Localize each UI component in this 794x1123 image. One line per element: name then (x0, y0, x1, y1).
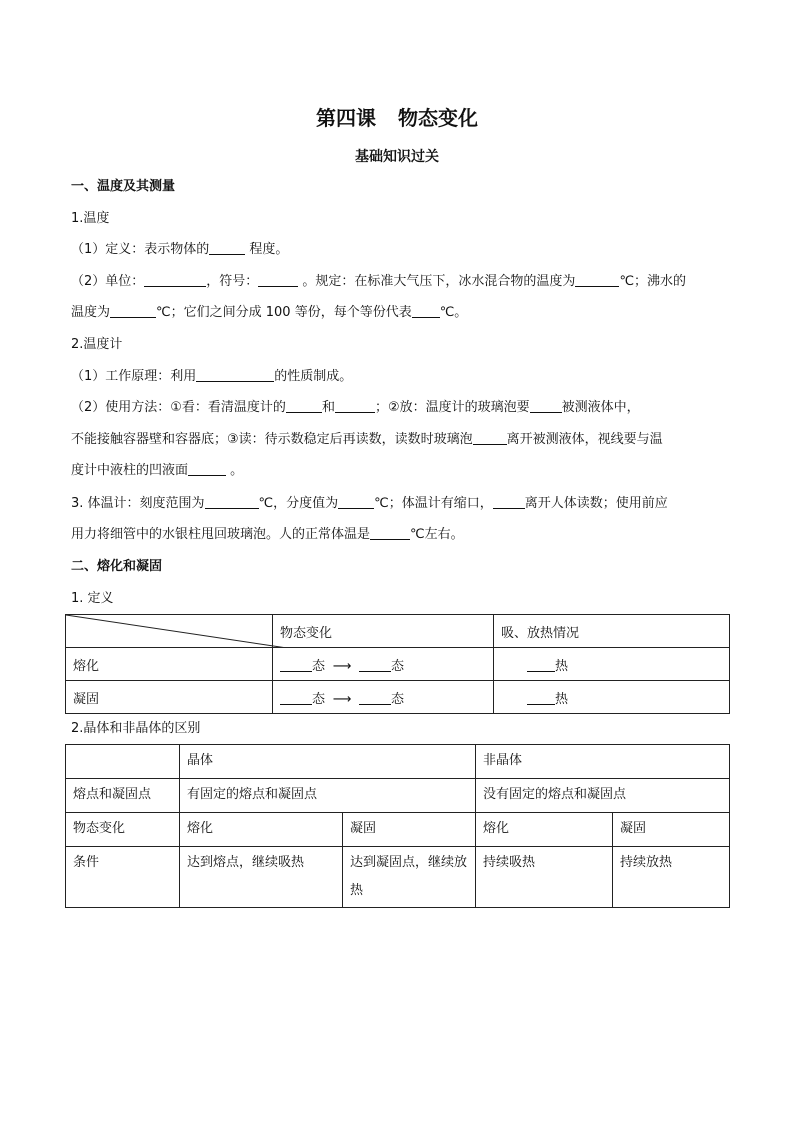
blank[interactable] (527, 691, 555, 705)
solidifying-state-cell: 态 ⟶ 态 (273, 681, 494, 714)
header-heat: 吸、放热情况 (494, 615, 730, 648)
diagonal-line (66, 615, 287, 648)
crystal-melting-point: 有固定的熔点和凝固点 (180, 779, 476, 813)
blank[interactable] (188, 462, 226, 476)
blank[interactable] (280, 691, 312, 705)
blank[interactable] (370, 526, 410, 540)
melting-heat-cell: 热 (494, 648, 730, 681)
blank[interactable] (575, 273, 619, 287)
page-subtitle: 基础知识过关 (355, 149, 439, 165)
usage-line-2: 不能接触容器壁和容器底；③读：待示数稳定后再读数，读数时玻璃泡 离开被测液体，视线要与温 (71, 432, 663, 447)
blank[interactable] (338, 495, 374, 509)
blank[interactable] (493, 495, 525, 509)
row-label-solidifying: 凝固 (66, 681, 273, 714)
melting-state-cell: 态 ⟶ 态 (273, 648, 494, 681)
crystal-comparison-table (65, 744, 730, 908)
difference-title: 2.晶体和非晶体的区别 (71, 721, 201, 736)
blank[interactable] (209, 241, 245, 255)
header-state-change: 物态变化 (273, 615, 494, 648)
blank[interactable] (110, 304, 156, 318)
blank[interactable] (286, 399, 322, 413)
blank[interactable] (196, 368, 274, 382)
page-title: 第四课 物态变化 (316, 106, 478, 130)
crystal-melt-header: 熔化 (180, 813, 343, 847)
crystal-melt-condition: 达到熔点，继续吸热 (180, 847, 343, 908)
noncrystal-solid-condition: 持续放热 (613, 847, 730, 908)
usage-line-3: 度计中液柱的凹液面 。 (71, 463, 244, 478)
blank[interactable] (412, 304, 440, 318)
boiling-line: 温度为 ℃；它们之间分成 100 等份，每个等份代表 ℃。 (71, 305, 468, 320)
blank[interactable] (280, 658, 312, 672)
crystal-solid-condition: 达到凝固点，继续放热 (343, 847, 476, 908)
diagonal-header-cell (66, 615, 273, 648)
thermometer-title: 2.温度计 (71, 337, 123, 352)
clinical-thermometer-line-2: 用力将细管中的水银柱甩回玻璃泡。人的正常体温是 ℃左右。 (71, 527, 464, 542)
clinical-thermometer-line-1: 3. 体温计：刻度范围为 ℃，分度值为 ℃；体温计有缩口， 离开人体读数；使用前应 (71, 496, 668, 511)
unit-line: （2）单位： ，符号： 。规定：在标准大气压下，冰水混合物的温度为 ℃；沸水的 (71, 274, 687, 289)
arrow-icon: ⟶ (332, 691, 352, 707)
blank[interactable] (530, 399, 562, 413)
header-noncrystal: 非晶体 (476, 745, 730, 779)
temperature-title: 1.温度 (71, 211, 110, 226)
blank[interactable] (258, 273, 298, 287)
header-crystal: 晶体 (180, 745, 476, 779)
blank[interactable] (359, 691, 391, 705)
principle-line: （1）工作原理：利用 的性质制成。 (71, 369, 353, 384)
blank[interactable] (527, 658, 555, 672)
blank[interactable] (205, 495, 259, 509)
section1-heading: 一、温度及其测量 (71, 179, 176, 194)
definition-table (65, 614, 730, 714)
noncrystal-solid-header: 凝固 (613, 813, 730, 847)
noncrystal-melting-point: 没有固定的熔点和凝固点 (476, 779, 730, 813)
row-label-state-change: 物态变化 (66, 813, 180, 847)
definition-title: 1. 定义 (71, 591, 114, 606)
blank[interactable] (359, 658, 391, 672)
blank[interactable] (144, 273, 206, 287)
crystal-solid-header: 凝固 (343, 813, 476, 847)
row-label-condition: 条件 (66, 847, 180, 908)
noncrystal-melt-header: 熔化 (476, 813, 613, 847)
blank[interactable] (473, 431, 507, 445)
blank[interactable] (335, 399, 375, 413)
row-label-melting-point: 熔点和凝固点 (66, 779, 180, 813)
empty-corner-cell (66, 745, 180, 779)
arrow-icon: ⟶ (332, 658, 352, 674)
row-label-melting: 熔化 (66, 648, 273, 681)
definition-line: （1）定义：表示物体的 程度。 (71, 242, 289, 257)
noncrystal-melt-condition: 持续吸热 (476, 847, 613, 908)
usage-line-1: （2）使用方法：①看：看清温度计的 和 ；②放：温度计的玻璃泡要 被测液体中， (71, 400, 640, 415)
solidifying-heat-cell: 热 (494, 681, 730, 714)
section2-heading: 二、熔化和凝固 (71, 559, 163, 574)
